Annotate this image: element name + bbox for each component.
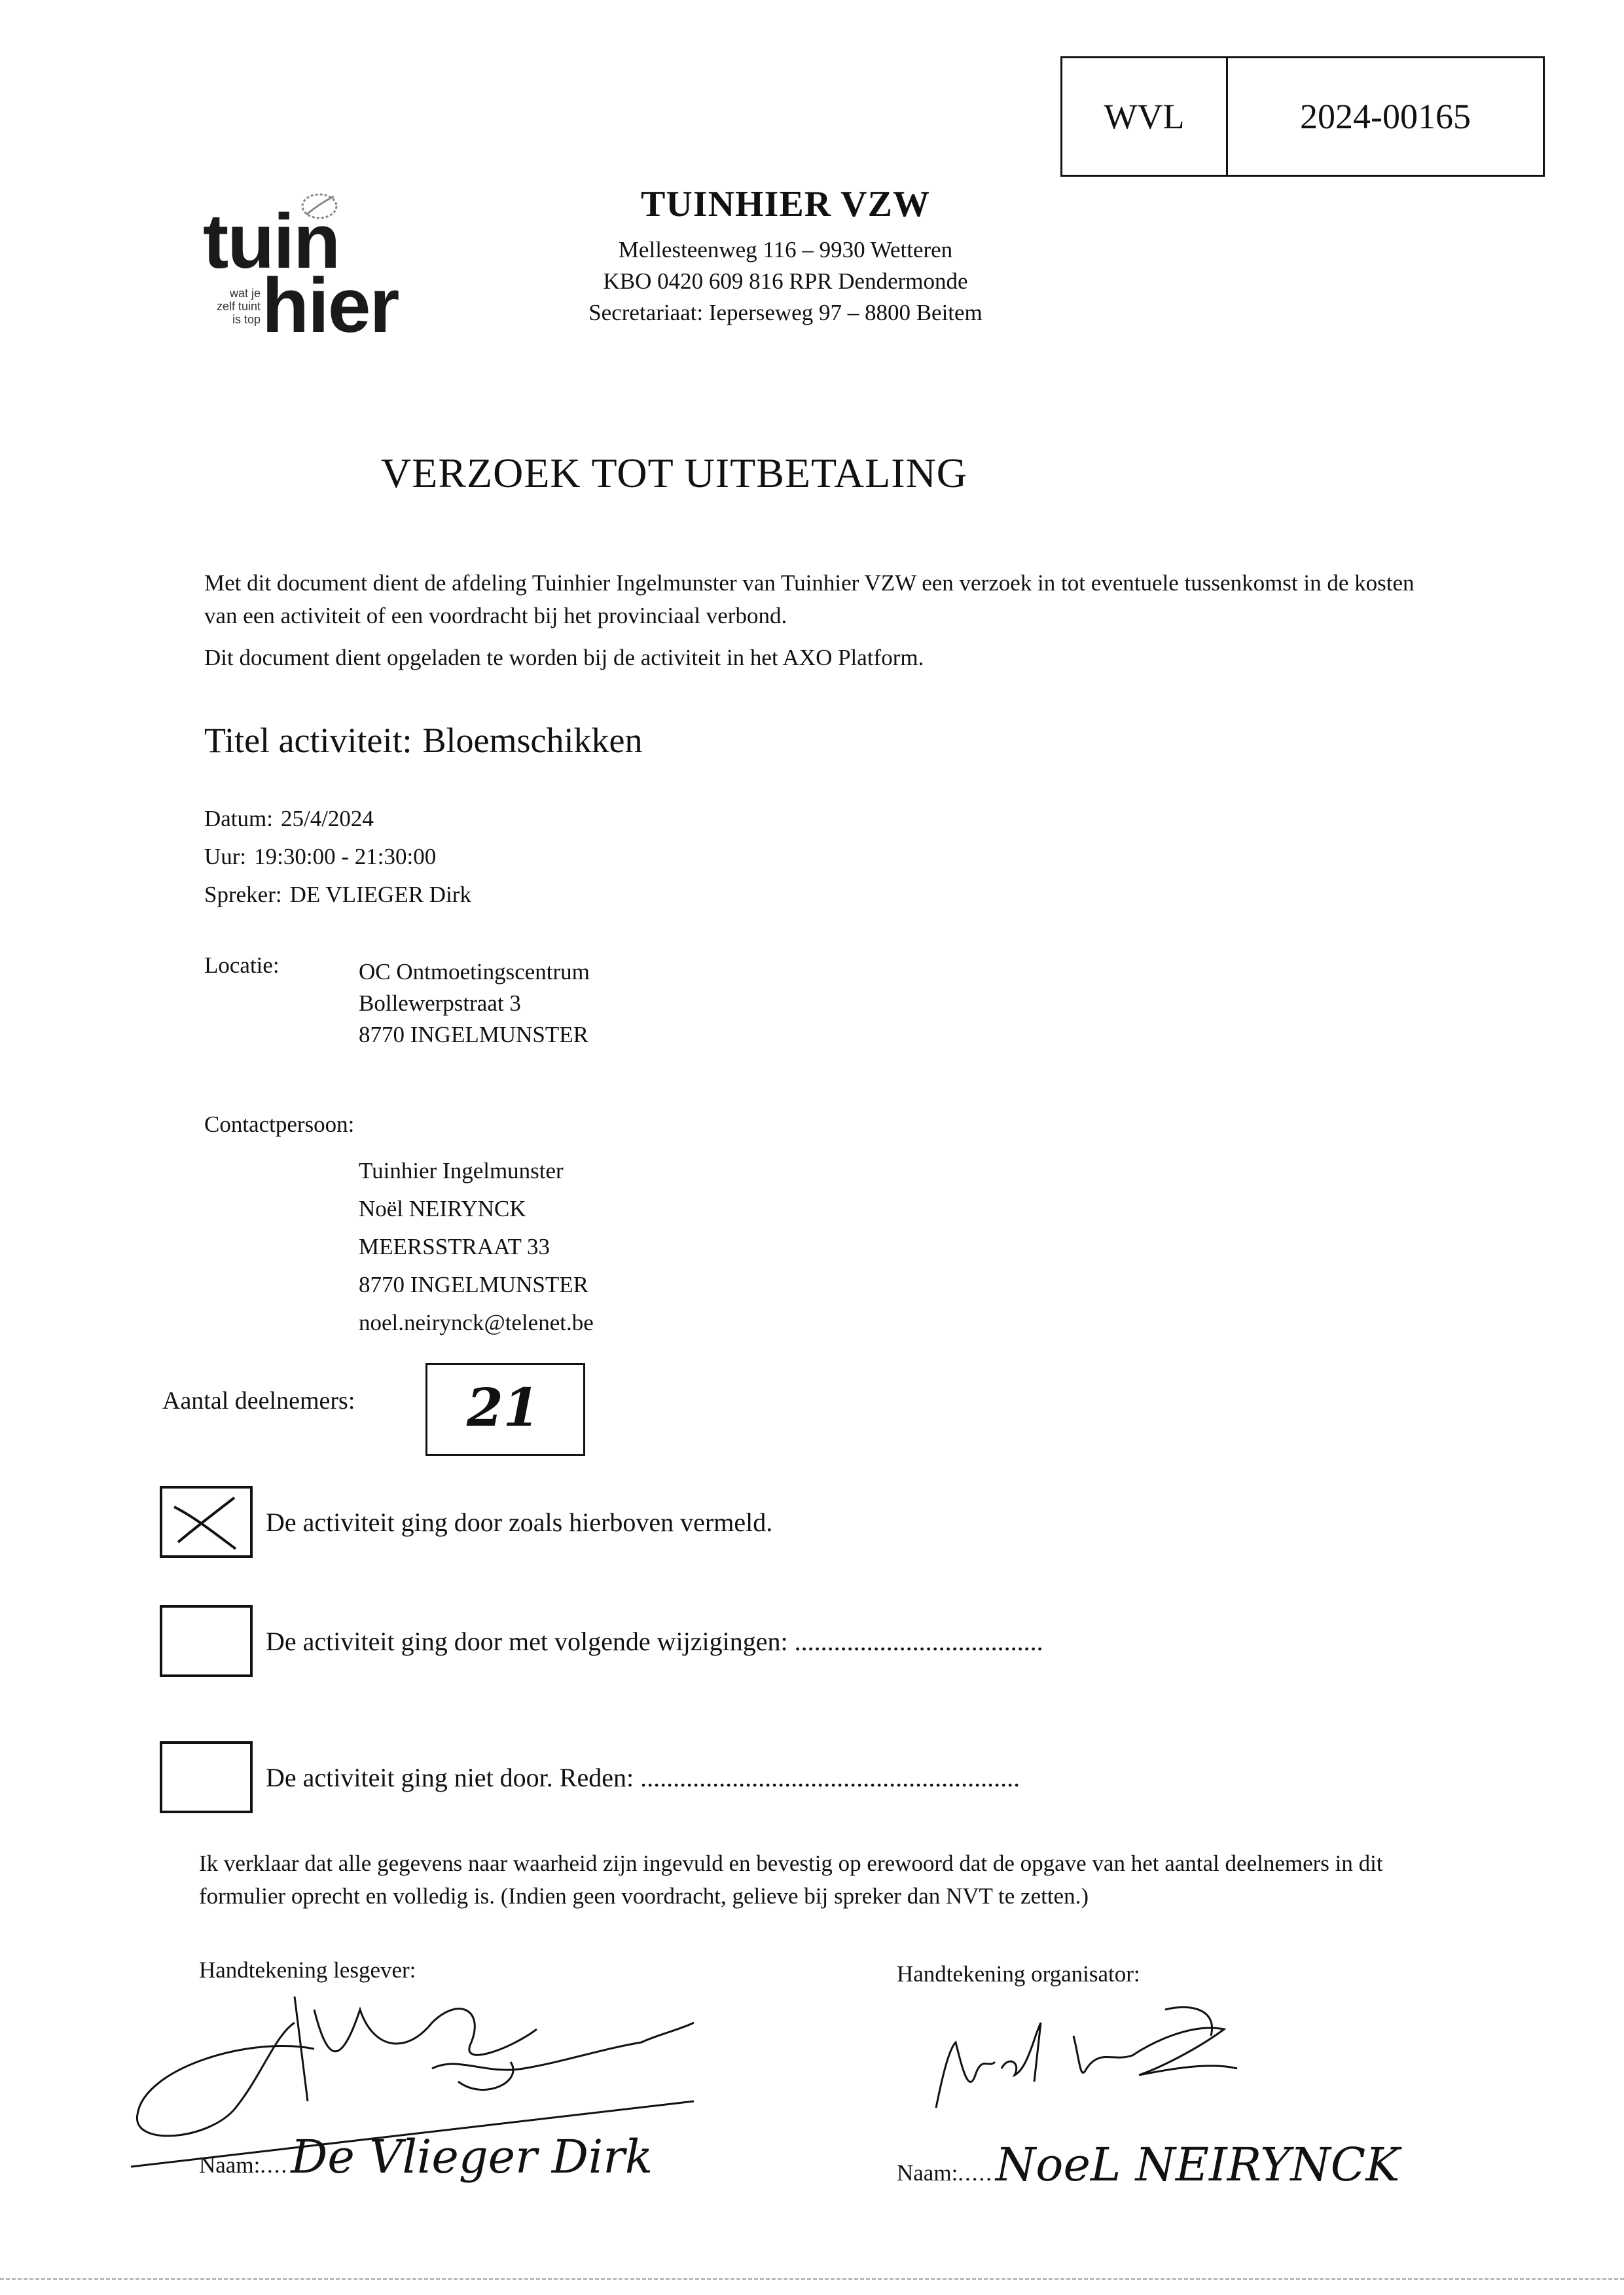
option-label: De activiteit ging niet door. Reden: .......................................................... <box>266 1762 1020 1792</box>
option-row <box>160 1486 772 1558</box>
contact-email: noel.neirynck@telenet.be <box>359 1310 594 1335</box>
name-dots: .... <box>260 2152 289 2178</box>
organization-secretariat: Secretariaat: Ieperseweg 97 – 8800 Beitem <box>588 300 983 325</box>
contact-details <box>359 1152 594 1342</box>
logo-tagline-line: wat je <box>229 287 261 300</box>
teacher-signature-label: Handtekening lesgever: <box>199 1957 416 1983</box>
teacher-name-line <box>199 2130 653 2184</box>
teacher-name-handwritten: De Vlieger Dirk <box>291 2130 653 2184</box>
contact-line: 8770 INGELMUNSTER <box>359 1272 588 1297</box>
date-row <box>204 800 471 838</box>
option-label: De activiteit ging door met volgende wijzigingen: ...................................... <box>266 1626 1043 1656</box>
contact-line: Noël NEIRYNCK <box>359 1196 526 1221</box>
speaker-label: Spreker: <box>204 882 282 907</box>
time-value: 19:30:00 - 21:30:00 <box>254 844 437 869</box>
speaker-value: DE VLIEGER Dirk <box>289 882 471 907</box>
reference-number: 2024-00165 <box>1300 97 1471 136</box>
option-label: De activiteit ging door zoals hierboven vermeld. <box>266 1507 773 1537</box>
location-address <box>359 952 590 1055</box>
location-line: OC Ontmoetingscentrum <box>359 959 590 985</box>
region-code: WVL <box>1062 58 1228 175</box>
organizer-signature-label: Handtekening organisator: <box>897 1961 1140 1987</box>
page-bottom-rule <box>0 2278 1624 2282</box>
logo-tagline-line: is top <box>232 313 261 326</box>
logo-word-tuin: tuin <box>203 198 340 285</box>
name-label: Naam: <box>199 2152 261 2178</box>
name-dots: ..... <box>958 2160 994 2186</box>
participants-label: Aantal deelnemers: <box>162 1387 355 1415</box>
date-label: Datum: <box>204 806 273 831</box>
organizer-name-line <box>897 2138 1399 2192</box>
time-row <box>204 838 471 876</box>
reference-box <box>1060 56 1545 177</box>
checkbox-with-changes[interactable] <box>160 1605 253 1677</box>
contact-line: Tuinhier Ingelmunster <box>359 1158 564 1184</box>
organizer-name-handwritten: NoeL NEIRYNCK <box>996 2138 1400 2192</box>
participants-field[interactable] <box>425 1363 585 1456</box>
location-label: Locatie: <box>204 952 280 978</box>
organization-name: TUINHIER VZW <box>641 184 930 225</box>
logo-word-hier: hier <box>262 262 399 349</box>
logo-tagline <box>208 287 261 326</box>
time-label: Uur: <box>204 844 247 869</box>
organization-address: Mellesteenweg 116 – 9930 Wetteren <box>618 237 953 262</box>
option-row <box>160 1605 1043 1677</box>
contact-line: MEERSSTRAAT 33 <box>359 1234 550 1259</box>
organization-registration: KBO 0420 609 816 RPR Dendermonde <box>603 268 968 294</box>
checkbox-as-planned[interactable] <box>160 1486 253 1558</box>
check-cross-icon <box>162 1489 250 1555</box>
organizer-signature <box>916 1997 1257 2127</box>
intro-text <box>204 567 1435 674</box>
activity-title <box>204 720 642 761</box>
organization-header <box>511 183 1060 329</box>
location-line: 8770 INGELMUNSTER <box>359 1022 588 1047</box>
intro-paragraph: Dit document dient opgeladen te worden bij de activiteit in het AXO Platform. <box>204 645 924 670</box>
activity-title-value: Bloemschikken <box>422 721 643 760</box>
name-label: Naam: <box>897 2160 958 2186</box>
date-value: 25/4/2024 <box>280 806 374 831</box>
declaration-text: Ik verklaar dat alle gegevens naar waarheid zijn ingevuld en bevestig op erewoord dat de opgave van het aantal deelnemers in dit formulier oprecht en volledig is. (Indien geen voordracht, gelieve bij spreker dan NVT te zetten.) <box>199 1851 1383 1909</box>
option-row <box>160 1741 1020 1813</box>
location-line: Bollewerpstraat 3 <box>359 990 521 1016</box>
activity-details <box>204 800 471 914</box>
checkbox-not-held[interactable] <box>160 1741 253 1813</box>
intro-paragraph: Met dit document dient de afdeling Tuinhier Ingelmunster van Tuinhier VZW een verzoek in tot eventuele tussenkomst in de kosten van een activiteit of een voordracht bij het provinciaal verbond. <box>204 570 1415 628</box>
speaker-row <box>204 876 471 914</box>
document-title: VERZOEK TOT UITBETALING <box>381 450 967 496</box>
tuinhier-logo <box>203 190 419 347</box>
logo-tagline-line: zelf tuint <box>216 300 261 313</box>
activity-title-label: Titel activiteit: <box>204 721 412 760</box>
contact-label: Contactpersoon: <box>204 1111 355 1137</box>
participants-value: 21 <box>467 1377 540 1438</box>
